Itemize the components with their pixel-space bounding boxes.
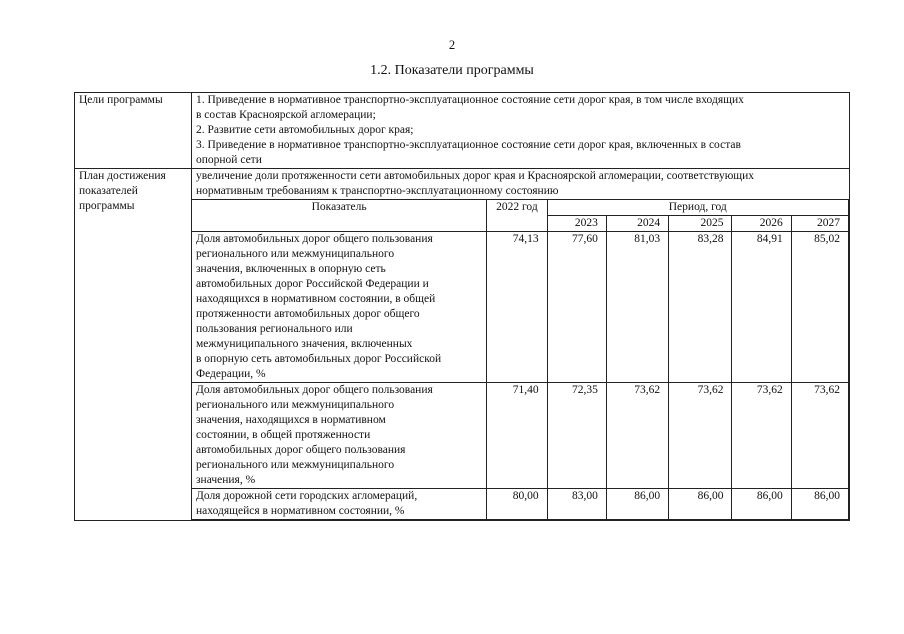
indicator-name-line: протяженности автомобильных дорог общего xyxy=(196,308,420,320)
indicator-name-line: пользования регионального или xyxy=(196,323,353,335)
indicator-name xyxy=(192,383,487,489)
value-cell: 83,28 xyxy=(669,232,732,383)
indicator-row xyxy=(192,232,849,383)
goal-line: опорной сети xyxy=(196,154,262,166)
indicator-header: Показатель xyxy=(192,200,487,232)
plan-increase-text xyxy=(192,169,849,199)
value-cell: 83,00 xyxy=(547,489,606,520)
indicator-name-line: состоянии, в общей протяженности xyxy=(196,429,371,441)
plan-label xyxy=(75,169,192,521)
value-cell: 77,60 xyxy=(547,232,606,383)
goal-line: 2. Развитие сети автомобильных дорог края; xyxy=(196,124,414,136)
plan-label-line: программы xyxy=(79,200,135,212)
value-cell: 86,00 xyxy=(732,489,791,520)
indicator-name-line: регионального или межмуниципального xyxy=(196,399,395,411)
increase-line: нормативным требованиям к транспортно-эксплуатационному состоянию xyxy=(196,185,559,197)
value-cell: 86,00 xyxy=(791,489,848,520)
plan-label-line: План достижения xyxy=(79,170,166,182)
value-cell: 73,62 xyxy=(732,383,791,489)
indicator-name-line: Доля автомобильных дорог общего пользования xyxy=(196,233,433,245)
indicator-name-line: автомобильных дорог общего пользования xyxy=(196,444,406,456)
goal-line: в состав Красноярской агломерации; xyxy=(196,109,376,121)
goal-line: 1. Приведение в нормативное транспортно-эксплуатационное состояние сети дорог края, в том числе входящих xyxy=(196,94,744,106)
indicator-name-line: регионального или межмуниципального xyxy=(196,248,395,260)
program-indicators-table xyxy=(74,92,850,521)
goals-label: Цели программы xyxy=(75,93,192,169)
section-title: 1.2. Показатели программы xyxy=(370,63,534,78)
indicator-name xyxy=(192,232,487,383)
base-year-header: 2022 год xyxy=(487,200,547,232)
year-header: 2023 xyxy=(547,216,606,232)
indicator-name-line: находящейся в нормативном состоянии, % xyxy=(196,505,405,517)
indicator-name-line: в опорную сеть автомобильных дорог Российской xyxy=(196,353,442,365)
goal-line: 3. Приведение в нормативное транспортно-эксплуатационное состояние сети дорог края, включенных в состав xyxy=(196,139,741,151)
value-cell: 85,02 xyxy=(791,232,848,383)
value-cell: 71,40 xyxy=(487,383,547,489)
year-header: 2026 xyxy=(732,216,791,232)
value-cell: 73,62 xyxy=(791,383,848,489)
page-number: 2 xyxy=(448,38,456,52)
indicator-name-line: Федерации, % xyxy=(196,368,266,380)
value-cell: 72,35 xyxy=(547,383,606,489)
indicator-name-line: находящихся в нормативном состоянии, в общей xyxy=(196,293,436,305)
indicator-values-table xyxy=(191,199,849,520)
goals-list xyxy=(192,93,849,168)
indicator-name-line: Доля дорожной сети городских агломераций, xyxy=(196,490,418,502)
indicator-name xyxy=(192,489,487,520)
year-header: 2027 xyxy=(791,216,848,232)
indicator-name-line: значения, включенных в опорную сеть xyxy=(196,263,386,275)
indicator-name-line: межмуниципального значения, включенных xyxy=(196,338,413,350)
indicator-name-line: Доля автомобильных дорог общего пользования xyxy=(196,384,433,396)
plan-row xyxy=(75,169,850,521)
indicator-row xyxy=(192,489,849,520)
value-cell: 84,91 xyxy=(732,232,791,383)
value-cell: 86,00 xyxy=(606,489,668,520)
indicator-name-line: регионального или межмуниципального xyxy=(196,459,395,471)
indicator-row xyxy=(192,383,849,489)
value-cell: 74,13 xyxy=(487,232,547,383)
indicator-name-line: автомобильных дорог Российской Федерации и xyxy=(196,278,429,290)
plan-label-line: показателей xyxy=(79,185,138,197)
increase-line: увеличение доли протяженности сети автомобильных дорог края и Красноярской агломерации, соответствующих xyxy=(196,170,755,182)
goals-row xyxy=(75,93,850,169)
period-header: Период, год xyxy=(547,200,848,216)
value-cell: 80,00 xyxy=(487,489,547,520)
year-header: 2025 xyxy=(669,216,732,232)
indicator-name-line: значения, % xyxy=(196,474,256,486)
value-cell: 86,00 xyxy=(669,489,732,520)
header-row xyxy=(192,200,849,216)
value-cell: 81,03 xyxy=(606,232,668,383)
value-cell: 73,62 xyxy=(606,383,668,489)
value-cell: 73,62 xyxy=(669,383,732,489)
year-header: 2024 xyxy=(606,216,668,232)
indicator-name-line: значения, находящихся в нормативном xyxy=(196,414,386,426)
